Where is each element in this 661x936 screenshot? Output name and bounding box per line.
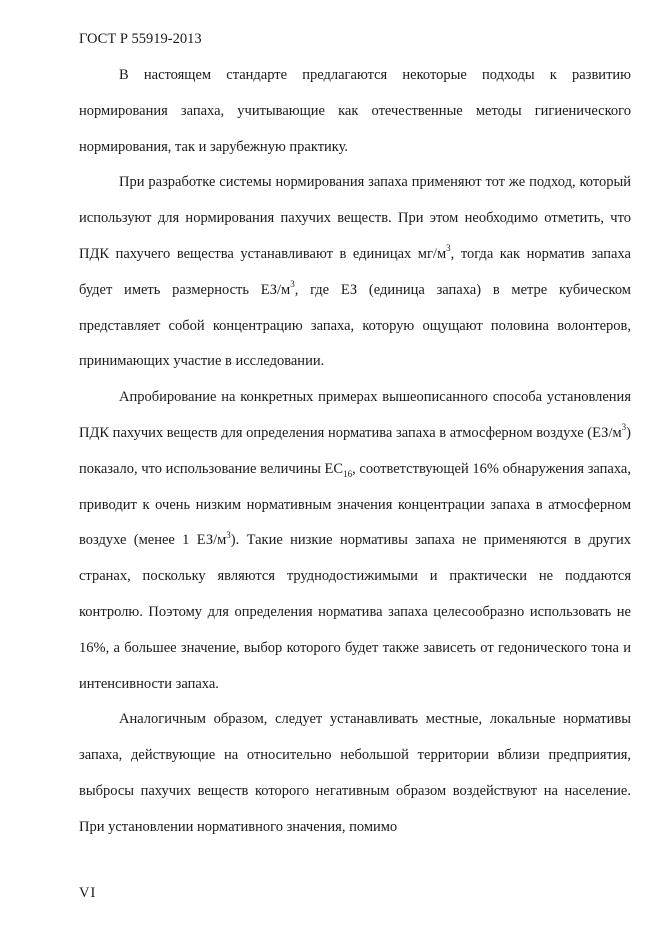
text-run: ) показало, что использование величины ЕС xyxy=(79,424,631,477)
paragraph xyxy=(79,165,631,380)
text-run: , соответствующей 16% обнаружения запаха, приводит к очень низким нормативным значения концентрации запаха в атмосферном воздухе (менее 1 ЕЗ/м xyxy=(79,460,631,549)
document-code: ГОСТ Р 55919-2013 xyxy=(79,31,202,47)
text-run: Аналогичным образом, следует устанавливать местные, локальные нормативы запаха, действующие на относительно небольшой территории вблизи предприятия, выбросы пахучих веществ которого негативным образом воздействуют на население. При установлении нормативного значения, помимо xyxy=(79,711,631,835)
text-run: Апробирование на конкретных примерах вышеописанного способа установления ПДК пахучих веществ для определения норматива запаха в атмосферном воздухе (ЕЗ/м xyxy=(79,389,631,441)
text-run: При разработке системы нормирования запаха применяют тот же подход, который используют для нормирования пахучих веществ. При этом необходимо отметить, что ПДК пахучего вещества устанавливают в единицах мг/м xyxy=(79,174,631,262)
document-body xyxy=(79,58,631,846)
superscript: 3 xyxy=(226,529,231,540)
paragraph xyxy=(79,380,631,702)
paragraph xyxy=(79,702,631,845)
superscript: 3 xyxy=(290,278,295,289)
page-number: VI xyxy=(79,885,97,901)
text-run: ). Такие низкие нормативы запаха не применяются в других странах, поскольку являются труднодостижимыми и практически не поддаются контролю. Поэтому для определения норматива запаха целесообразно использовать не 16%, а большее значение, выбор которого будет также зависеть от гедонического тона и интенсивности запаха. xyxy=(79,532,631,692)
text-run: , тогда как норматив запаха будет иметь размерность ЕЗ/м xyxy=(79,245,631,298)
superscript: 3 xyxy=(446,243,451,254)
paragraph xyxy=(79,58,631,165)
subscript: 16 xyxy=(343,468,353,479)
superscript: 3 xyxy=(621,422,627,433)
text-run: , где ЕЗ (единица запаха) в метре кубическом представляет собой концентрацию запаха, которую ощущают половина волонтеров, принимающих участие в исследовании. xyxy=(79,281,631,370)
text-run: В настоящем стандарте предлагаются некоторые подходы к развитию нормирования запаха, учитывающие как отечественные методы гигиенического нормирования, так и зарубежную практику. xyxy=(79,67,631,155)
